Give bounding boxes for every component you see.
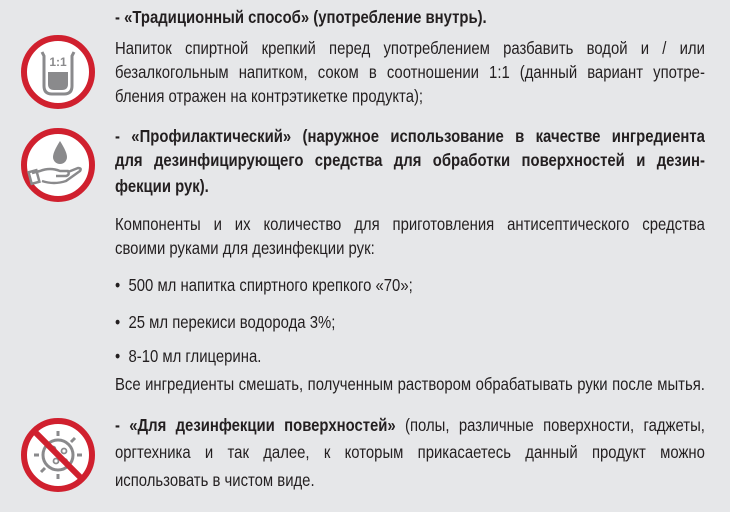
traditional-text-line: бления отражен на контрэтикетке продукта); xyxy=(115,86,424,106)
surfaces-title: - «Для дезинфекции поверхностей» xyxy=(115,415,396,435)
ingredient-text: 8-10 мл глицерина. xyxy=(128,346,262,366)
ingredient-text: 500 мл напитка спиртного крепкого «70»; xyxy=(128,275,413,295)
hand-drop-icon xyxy=(20,127,96,203)
preventive-title-line: для дезинфицирующего средства для обработки поверхностей и дезин- xyxy=(115,150,705,170)
ingredient-list-item xyxy=(115,312,705,332)
ingredient-text: 25 мл перекиси водорода 3%; xyxy=(128,312,336,332)
bullet: • xyxy=(115,275,121,295)
ingredient-list-item xyxy=(115,275,705,295)
traditional-text-line: безалкогольным напитком, соком в соотношении 1:1 (данный вариант употре- xyxy=(115,62,705,82)
preventive-title-line: фекции рук). xyxy=(115,176,209,196)
bullet: • xyxy=(115,346,121,366)
mixing-instruction: Все ингредиенты смешать, полученным раствором обрабатывать руки после мытья. xyxy=(115,374,705,394)
preventive-intro-line: Компоненты и их количество для приготовления антисептического средства xyxy=(115,214,705,234)
bullet: • xyxy=(115,312,121,332)
surfaces-text-line: оргтехника и так далее, к которым прикасаетесь данный продукт можно xyxy=(115,442,705,462)
preventive-title-line: - «Профилактический» (наружное использование в качестве ингредиента xyxy=(115,126,705,146)
preventive-intro-line: своими руками для дезинфекции рук: xyxy=(115,238,375,258)
surfaces-text-line: использовать в чистом виде. xyxy=(115,470,315,490)
ingredient-list-item xyxy=(115,346,705,366)
dilution-beaker-icon xyxy=(20,34,96,110)
traditional-method-title: - «Традиционный способ» (употребление внутрь). xyxy=(115,7,487,27)
svg-text:1:1: 1:1 xyxy=(49,55,67,69)
surfaces-title-line xyxy=(115,415,705,435)
surfaces-title-rest: (полы, различные поверхности, гаджеты, xyxy=(395,415,705,435)
no-virus-icon xyxy=(20,417,96,493)
traditional-text-line: Напиток спиртной крепкий перед употреблением разбавить водой и / или xyxy=(115,38,705,58)
